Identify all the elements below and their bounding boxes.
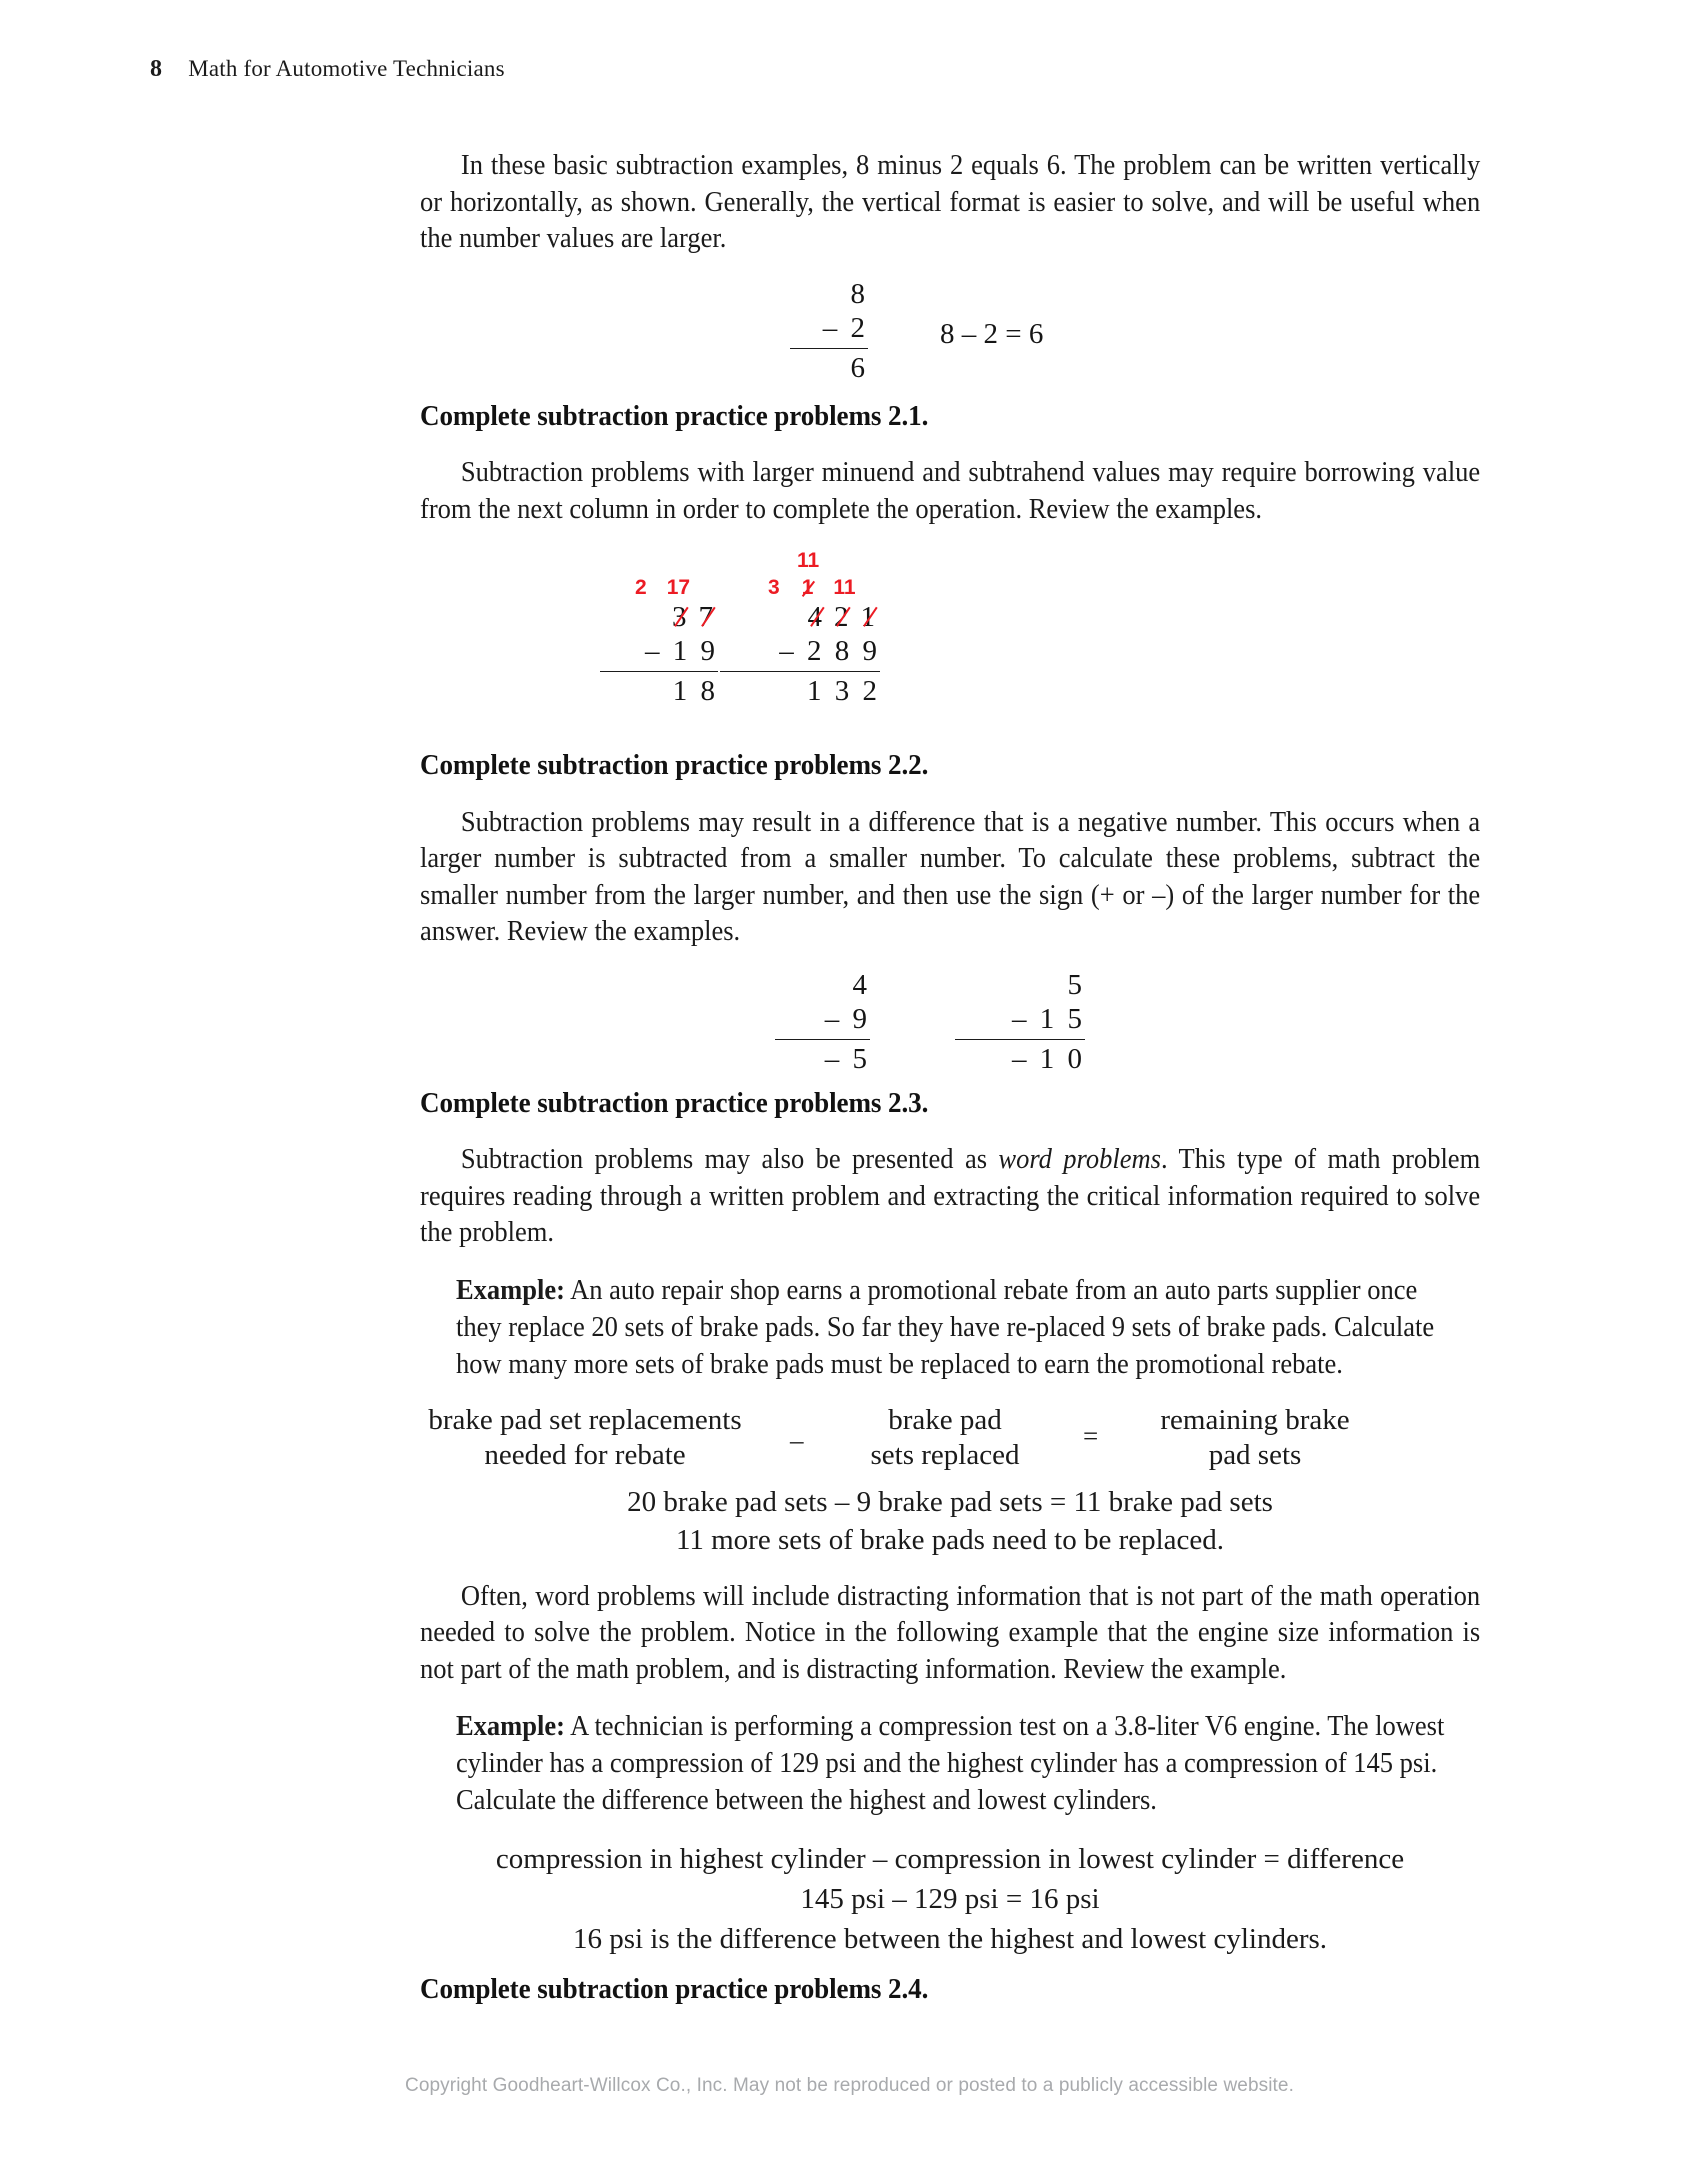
vertical-sum-5-minus-15	[955, 968, 1085, 1076]
compression-equation: 145 psi – 129 psi = 16 psi	[800, 1883, 1100, 1915]
example-compression	[456, 1708, 1456, 1819]
heading-practice-2-1: Complete subtraction practice problems 2.1.	[420, 400, 929, 432]
example-negative-group	[420, 964, 1480, 1086]
paragraph-intro: In these basic subtraction examples, 8 minus 2 equals 6. The problem can be written vertically or horizontally, as shown. Generally, the vertical format is easier to solve, and will be useful when the number values are larger.	[420, 150, 1481, 254]
borrow-digit-upper: 11	[797, 549, 820, 572]
heading-practice-2-2: Complete subtraction practice problems 2.2.	[420, 750, 929, 781]
page-number: 8	[150, 56, 163, 82]
minuend: 4	[852, 968, 870, 1001]
vertical-sum-8-minus-2	[790, 277, 868, 385]
rebate-equation: 20 brake pad sets – 9 brake pad sets = 11 brake pad sets	[627, 1485, 1273, 1518]
subtrahend: – 2	[790, 311, 868, 349]
subtrahend: – 9	[775, 1002, 870, 1040]
borrow-digit-ones: 17	[666, 576, 691, 599]
minuend-row	[600, 600, 718, 634]
term3-line2: pad sets	[1208, 1438, 1302, 1471]
difference: 6	[850, 351, 868, 384]
minuend-digit-1: 1	[860, 601, 878, 633]
formula-operator-minus: –	[790, 1424, 804, 1455]
term1-line2: needed for rebate	[484, 1438, 686, 1471]
paragraph-distracting-info: Often, word problems will include distracting information that is not part of the math operation needed to solve the problem. Notice in the following example that the engine size information is not part of the math problem, and is distracting information. Review the example.	[420, 1580, 1481, 1685]
rebate-answer: 11 more sets of brake pads need to be replaced.	[675, 1523, 1225, 1556]
paragraph-borrowing: Subtraction problems with larger minuend and subtrahend values may require borrowing value from the next column in order to complete the operation. Review the examples.	[420, 457, 1481, 525]
vertical-sum-421-minus-289	[720, 600, 880, 708]
example-rebate	[456, 1272, 1456, 1383]
subtrahend: – 2 8 9	[720, 634, 880, 672]
p4-part-a: Subtraction problems may also be presented as	[460, 1144, 999, 1175]
difference: – 1 0	[1012, 1042, 1085, 1075]
difference: 1 3 2	[807, 675, 880, 707]
example-basic-subtraction	[420, 271, 1480, 399]
term1-line1: brake pad set replacements	[428, 1403, 742, 1436]
formula-term-replaced	[820, 1403, 1070, 1473]
minuend-digit-4: 4	[807, 601, 825, 633]
running-head	[150, 56, 505, 83]
borrow-marks-upper-421	[797, 549, 819, 572]
example-text: A technician is performing a compression test on a 3.8-liter V6 engine. The lowest cylinder has a compression of 129 psi and the highest cylinder has a compression of 145 psi. Calculate the difference between the highest and lowest cylinders.	[456, 1711, 1445, 1816]
text-column	[420, 148, 1480, 2009]
term2-line2: sets replaced	[870, 1438, 1020, 1471]
p4-part-b: . This type of math problem requires reading through a written problem and extracting the critical information required to solve the problem.	[420, 1144, 1481, 1248]
p4-italic-term: word problems	[998, 1144, 1161, 1175]
example-text: An auto repair shop earns a promotional rebate from an auto parts supplier once they replace 20 sets of brake pads. So far they have re-placed 9 sets of brake pads. Calculate how many more sets of brake pads must be replaced to earn the promotional rebate.	[456, 1274, 1435, 1380]
word-formula-rebate	[420, 1403, 1480, 1483]
minuend-row	[720, 600, 880, 634]
term3-line1: remaining brake	[1160, 1403, 1350, 1436]
example-borrowing-group	[420, 548, 1480, 748]
term2-line1: brake pad	[888, 1403, 1002, 1436]
compression-answer: 16 psi is the difference between the highest and lowest cylinders.	[572, 1923, 1328, 1955]
minuend-digit-3: 3	[672, 601, 690, 633]
minuend: 8	[850, 277, 868, 310]
minuend: 5	[1067, 968, 1085, 1001]
difference: – 5	[824, 1042, 870, 1075]
vertical-sum-37-minus-19	[600, 600, 718, 708]
example-label: Example:	[456, 1274, 565, 1306]
formula-term-remaining	[1110, 1403, 1400, 1473]
heading-practice-2-3: Complete subtraction practice problems 2.3.	[420, 1087, 929, 1119]
borrow-digit-hundreds: 3	[768, 576, 780, 599]
formula-operator-equals: =	[1083, 1420, 1099, 1451]
borrow-digit-tens: 1	[801, 576, 814, 599]
heading-practice-2-4: Complete subtraction practice problems 2.4.	[420, 1974, 929, 2005]
paragraph-word-problems	[420, 1142, 1480, 1252]
vertical-sum-4-minus-9	[775, 968, 870, 1076]
example-label: Example:	[456, 1711, 565, 1742]
book-title: Math for Automotive Technicians	[188, 56, 505, 81]
copyright-footer: Copyright Goodheart-Willcox Co., Inc. May not be reproduced or posted to a publicly accessible website.	[405, 2075, 1294, 2096]
borrow-marks-37	[635, 576, 690, 599]
minuend-digit-7: 7	[698, 601, 716, 633]
formula-term-needed	[390, 1403, 780, 1473]
compression-formula: compression in highest cylinder – compression in lowest cylinder = difference	[495, 1843, 1405, 1875]
minuend-digit-2: 2	[834, 601, 852, 633]
subtrahend: – 1 5	[955, 1002, 1085, 1040]
borrow-digit-tens: 2	[635, 576, 647, 599]
difference: 1 8	[672, 675, 718, 707]
inline-equation-8-minus-2: 8 – 2 = 6	[940, 317, 1044, 350]
borrow-digit-ones: 11	[833, 576, 856, 599]
paragraph-negative-results: Subtraction problems may result in a difference that is a negative number. This occurs when a larger number is subtracted from a smaller number. To calculate these problems, subtract the smaller number from the larger number, and then use the sign (+ or –) of the larger number for the answer. Review the examples.	[420, 806, 1481, 947]
borrow-marks-421	[768, 576, 856, 599]
subtrahend: – 1 9	[600, 634, 718, 672]
